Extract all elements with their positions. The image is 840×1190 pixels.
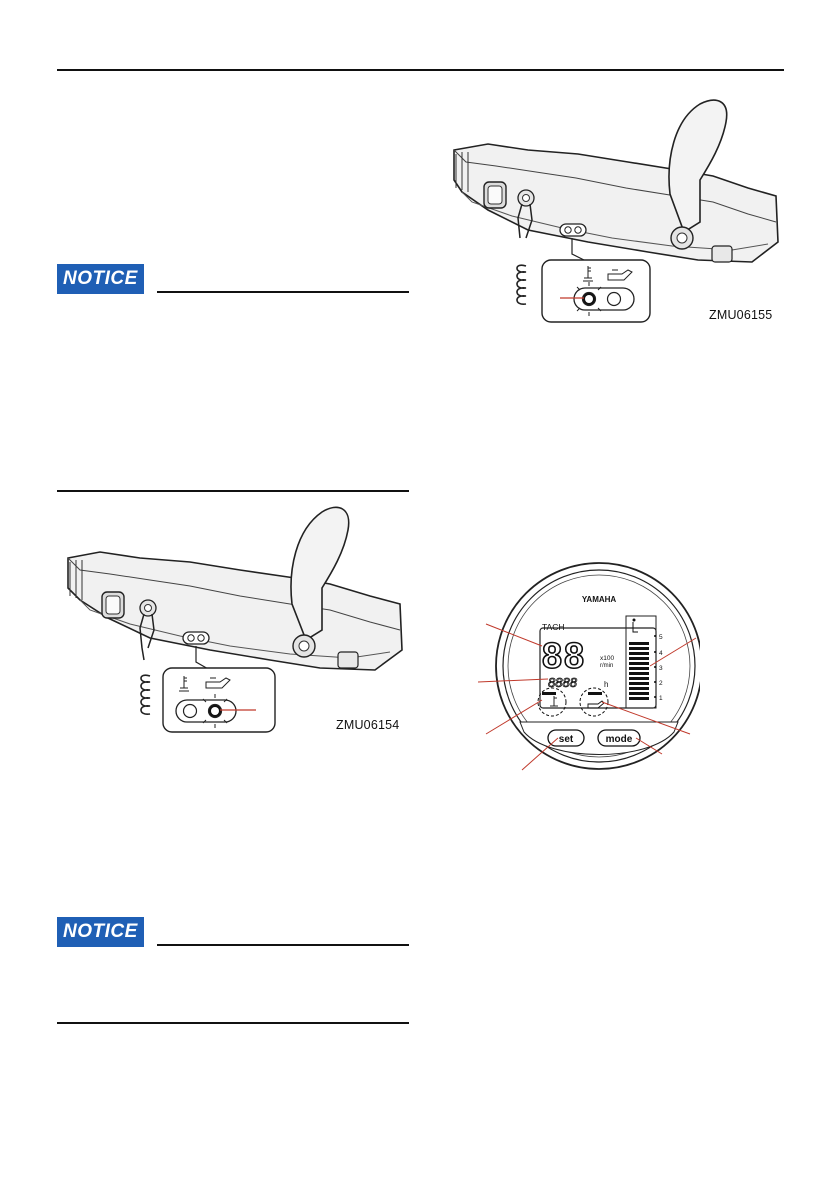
notice-badge: NOTICE [57,917,144,947]
notice-badge: NOTICE [57,264,144,294]
trim-tick: 3 [659,665,663,672]
tachometer-gauge [478,562,700,774]
trim-tick: 1 [659,695,663,702]
tiller-illustration-1 [60,500,410,745]
trim-tick: 2 [659,680,663,687]
rpm-unit: r/min [600,663,614,669]
set-button-label: set [558,734,574,745]
tach-label: TACH [542,622,565,632]
hour-unit: h [604,680,609,689]
rpm-digits: 88 [542,635,587,676]
notice-end-rule [57,1022,409,1024]
brand-label: YAMAHA [581,595,617,604]
hour-digits: 8888 [548,675,577,690]
header-rule [57,69,784,71]
notice-end-rule [57,490,409,492]
trim-tick: 5 [659,634,663,641]
figure-code: ZMU06155 [709,308,773,322]
trim-tick: 4 [659,650,663,657]
tiller-illustration-2 [448,98,788,328]
figure-code: ZMU06154 [336,718,400,732]
notice-underline [157,291,409,293]
rpm-multiplier: x100 [600,655,615,662]
notice-underline [157,944,409,946]
mode-button-label: mode [605,734,633,745]
